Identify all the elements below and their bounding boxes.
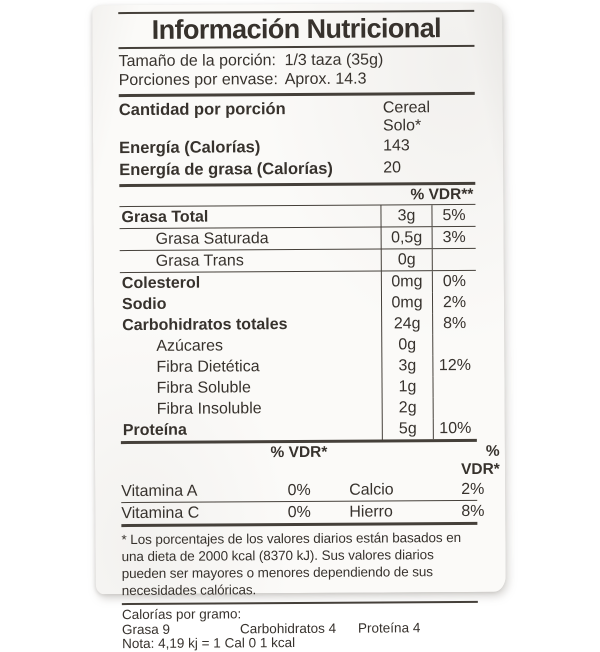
nutrient-amount: 5g — [382, 418, 434, 439]
energy-from-fat-row — [119, 157, 475, 181]
nutrient-amount: 24g — [381, 313, 433, 334]
hierro-value: 8% — [461, 502, 485, 521]
vitamins-row-1 — [121, 479, 485, 503]
vdr-column-header: % VDR** — [410, 185, 474, 204]
table-row-grasa-total — [119, 205, 475, 229]
nutrient-amount: 0,5g — [381, 227, 433, 248]
energy-row — [119, 135, 475, 159]
table-row-colesterol — [120, 271, 476, 294]
table-row-azucares — [120, 334, 476, 357]
servings-per-container-row — [119, 69, 475, 90]
cpg-proteina: Proteína 4 — [357, 619, 421, 636]
nutrient-name: Fibra Soluble — [156, 379, 251, 397]
vitamin-a-value: 0% — [287, 481, 311, 500]
nutrition-label — [92, 3, 506, 652]
table-row-fibra-insoluble — [121, 397, 477, 420]
cpg-carbohidratos: Carbohidratos 4 — [239, 620, 337, 636]
nutrient-amount: 0mg — [381, 292, 433, 313]
nutrient-name: Azúcares — [156, 337, 224, 355]
vitamin-c-label: Vitamina C — [121, 504, 200, 523]
nutrient-vdr — [433, 249, 476, 270]
nutrition-label-package — [92, 3, 506, 652]
nutrient-vdr: 12% — [438, 356, 471, 375]
cereal-solo-column-header — [383, 99, 475, 136]
nutrient-vdr: 8% — [443, 314, 467, 333]
serving-size-value: 1/3 taza (35g) — [284, 51, 384, 70]
footnote-rule — [122, 601, 478, 605]
calcio-value: 2% — [461, 480, 485, 499]
table-row-carbohidratos — [120, 313, 476, 336]
nutrient-name: Carbohidratos totales — [122, 316, 288, 335]
serving-size-label: Tamaño de la porción: — [118, 52, 277, 71]
nutrient-vdr: 10% — [439, 419, 472, 438]
nutrient-amount: 3g — [381, 355, 433, 376]
nutrient-amount: 0mg — [381, 271, 433, 292]
energy-value: 143 — [383, 137, 410, 155]
nutrient-name: Fibra Dietética — [156, 358, 260, 376]
calories-per-gram-title: Calorías por gramo: — [121, 606, 242, 623]
nutrient-amount: 3g — [380, 205, 432, 226]
nutrient-amount: 0g — [381, 249, 433, 270]
table-row-fibra-dietetica — [120, 355, 476, 378]
nutrient-amount: 0g — [381, 334, 433, 355]
serving-section — [118, 47, 474, 94]
nutrient-vdr — [433, 376, 476, 397]
nutrient-name: Colesterol — [121, 274, 201, 293]
nutrient-vdr — [434, 397, 477, 418]
nutrient-name: Grasa Saturada — [155, 230, 269, 248]
cereal-header-line1: Cereal — [382, 99, 431, 117]
vitamins-row-2 — [121, 501, 485, 524]
vitamins-header-row — [121, 442, 500, 481]
daily-value-footnote: * Los porcentajes de los valores diarios están basados en una dieta de 2000 kcal (8370 kJ). Sus valores diarios pueden ser mayores o menores dependiendo de sus necesidades calóricas. — [121, 530, 462, 599]
nutrient-vdr: 0% — [442, 272, 467, 291]
vitamins-vdr-header-right: % VDR* — [460, 442, 500, 479]
nutrient-name: Sodio — [121, 295, 167, 314]
servings-per-container-value: Aprox. 14.3 — [284, 70, 367, 89]
servings-per-container-label: Porciones por envase: — [118, 71, 278, 90]
nutrient-table — [119, 204, 476, 441]
table-row-fibra-soluble — [120, 376, 476, 399]
table-row-sodio — [120, 292, 476, 315]
nutrient-name: Grasa Total — [121, 208, 209, 227]
serving-size-row — [118, 50, 474, 71]
nutrient-name: Proteína — [122, 421, 187, 440]
conversion-note: Nota: 4,19 kj = 1 Cal 0 1 kcal — [122, 635, 296, 652]
calcio-label: Calcio — [349, 481, 394, 499]
calories-per-gram-section — [122, 606, 478, 652]
hierro-label: Hierro — [349, 503, 393, 521]
vitamin-a-label: Vitamina A — [121, 482, 198, 501]
nutrient-vdr: 3% — [442, 228, 466, 247]
nutrient-vdr: 5% — [442, 206, 466, 225]
vitamins-spacer — [121, 443, 249, 481]
vitamin-c-value: 0% — [287, 503, 311, 522]
nutrient-vdr: 2% — [442, 293, 467, 312]
table-row-grasa-saturada — [120, 227, 476, 251]
nutrient-vdr — [433, 334, 476, 355]
nutrient-name: Fibra Insoluble — [156, 400, 262, 418]
nutrient-amount: 1g — [381, 376, 433, 397]
nutrient-name: Grasa Trans — [155, 252, 244, 270]
label-title: Información Nutricional — [151, 13, 442, 45]
energy-from-fat-value: 20 — [383, 159, 402, 177]
amount-per-serving-label: Cantidad por porción — [118, 100, 286, 120]
vitamins-spacer2 — [349, 442, 461, 480]
table-row-grasa-trans — [120, 249, 476, 273]
energy-from-fat-label: Energía de grasa (Calorías) — [119, 159, 333, 180]
nutrient-amount: 2g — [382, 397, 434, 418]
cereal-header-line2: Solo* — [382, 117, 422, 135]
vitamins-vdr-header-left: % VDR* — [270, 443, 328, 462]
cpg-grasa: Grasa 9 — [121, 621, 171, 637]
table-row-proteina — [121, 418, 477, 441]
energy-label: Energía (Calorías) — [119, 138, 261, 158]
amount-per-serving-row — [119, 99, 475, 137]
